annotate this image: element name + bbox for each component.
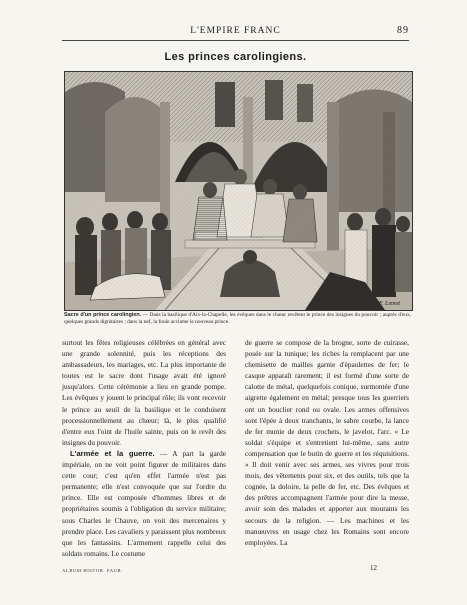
running-title: L'EMPIRE FRANC [190, 26, 281, 36]
running-header [62, 26, 409, 41]
engraver-signature: F. Lemot [379, 301, 400, 307]
left-text-column [62, 337, 226, 559]
paragraph-text: — A part la garde impériale, on ne voit point figurer de militaires dans cette cour; c'est qu'en effet l'armée n'est pas permanente; elle n'est convoquée que sur l'ordre du prince. Elle est composée d'hommes libres et de propriétaires soumis à l'obligation du service militaire; sous Charles le Chauve, on voit des mercenaires y prendre place. Les cavaliers y paraissent plus nombreux que les fantassins. L'armement rappelle celui des soldats romains. Le costume [62, 448, 227, 558]
figure-caption [64, 312, 411, 326]
caption-text: — Dans la basilique d'Aix-la-Chapelle, les évêques dans le chœur revêtent le prince des insignes du pouvoir ; auprès d'eux, quelques grands dignitaires ; dans la nef, la foule acclame le nouveau prince. [64, 312, 411, 325]
coronation-engraving [65, 72, 412, 310]
engraving-illustration [64, 71, 413, 311]
signature-mark: 12 [370, 564, 377, 572]
footer-imprint: ALBUM HISTOR. FAUR. [62, 568, 124, 573]
paragraph: de guerre se compose de la brogne, sorte de cuirasse, posée sur la tunique; les riches la remplacent par une chemisette de mailles garnie d'épaulettes de fer; le casque apparaît rarement; il est formé d'une sorte de calotte de métal, quelquefois conique, surmontée d'une aigrette également en métal; presque tous les guerriers ont un bouclier rond ou ovale. Les armes offensives sont l'épée à deux tranchants, le sabre courbe, la lance de fer munie de deux crochets, le javelot, l'arc. « Le soldat s'équipe et s'entretient lui-même, sans autre compensation que le butin de guerre et les réquisitions. » Il doit venir avec ses armes, ses vivres pour trois mois, des vêtements pour six, et des outils, tels que la cognée, la doloire, la pelle de fer, etc. Des évêques et des prêtres accompagnent l'armée pour dire la messe, avoir soin des malades et apporter aux mourants les secours de la religion. — Les machines et les manœuvres en usage chez les Romains sont encore employées. La [245, 338, 409, 547]
paragraph-army [62, 448, 226, 559]
paragraph: surtout les fêtes religieuses célébrées en général avec une grande solennité, puis les réceptions des ambassadeurs, les mariages, etc. La plus importante de toutes est le sacre dont l'usage avait été ignoré jusqu'alors. Cette cérémonie a lieu en grande pompe. Les évêques y jouent le principal rôle; ils vont recevoir le prince au seuil de la basilique et le conduisent processionnellement au chœur; là, le plus qualifié d'entre eux l'oint de l'huile sainte, puis on le revêt des insignes du pouvoir. [62, 338, 226, 447]
right-text-column [245, 337, 409, 548]
caption-title: Sacre d'un prince carolingien. [64, 312, 142, 318]
subheading-army-and-war: L'armée et la guerre. [70, 448, 155, 458]
page-number: 89 [397, 25, 409, 36]
section-title: Les princes carolingiens. [164, 51, 307, 63]
